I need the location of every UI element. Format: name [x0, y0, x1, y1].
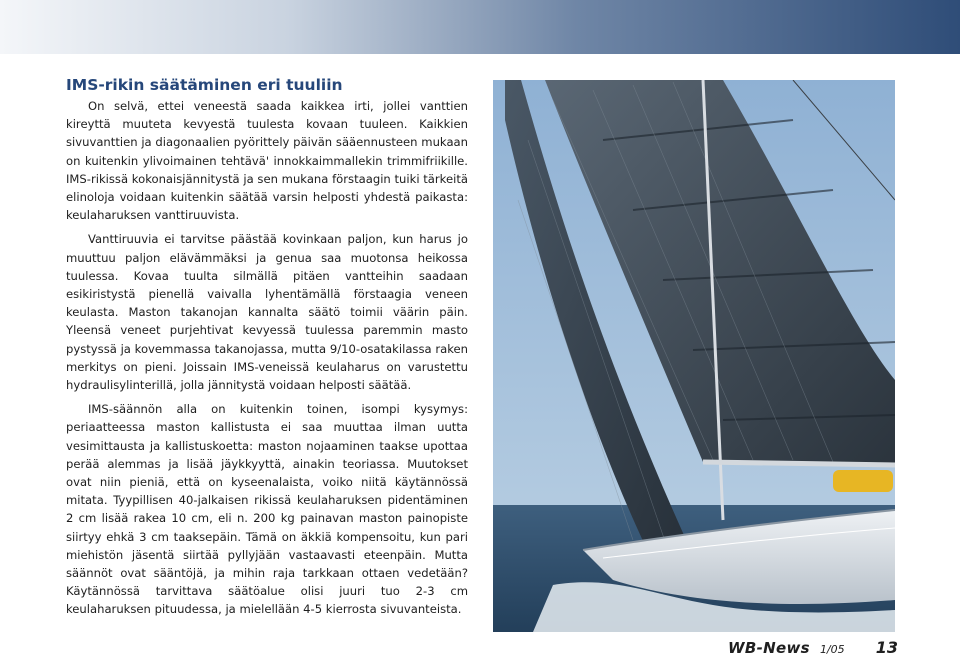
footer-brand: WB-News [728, 639, 810, 657]
paragraph-2: Vanttiruuvia ei tarvitse päästää kovinkaan paljon, kun harus jo muuttuu paljon elävämmäksi ja genua saa muotonsa heikossa tuulessa. Kovaa tuulta silmällä pitäen vantteihin saadaan esikiristystä pienellä vaivalla lyhentämällä förstaagia veneen keulasta. Maston takanojan kannalta säätö toimii väärin päin. Yleensä veneet purjehtivat kevyessä tuulessa paremmin masto pystyssä ja kovemmassa takanojassa, mutta 9/10-osatakilassa raken merkitys on pieni. Joissain IMS-veneissä keulaharus on varustettu hydraulisylinterillä, jolla jännitystä voidaan helposti säätää. [66, 232, 468, 393]
crew-jackets [833, 470, 893, 492]
sailboat-photo [493, 80, 895, 632]
footer-issue: 1/05 [819, 643, 845, 656]
article-body [66, 97, 468, 625]
header-gradient-band [0, 0, 960, 54]
page-number: 13 [875, 638, 898, 657]
boom [703, 462, 895, 465]
article-title: IMS-rikin säätäminen eri tuuliin [66, 76, 343, 94]
page-footer [728, 638, 898, 657]
paragraph-1: On selvä, ettei veneestä saada kaikkea irti, jollei vanttien kireyttä muuteta kevyestä tuulesta kovaan tuuleen. Kaikkien sivuvanttien ja diagonaalien pyörittely päivän sääennusteen mukaan on kuitenkin ylivoimainen tehtävä' innokkaimmallekin trimmifriikille. IMS-rikissä kokonaisjännitystä ja sen mukana förstaagin tuiki tärkeitä elinoloja voidaan kuitenkin säätää varsin helposti yhdestä paikasta: keulaharuksen vanttiruuvista. [66, 99, 468, 223]
paragraph-3: IMS-säännön alla on kuitenkin toinen, isompi kysymys: periaatteessa maston kallistusta ei saa muuttaa ilman uutta vesimittausta ja kallistuskoetta: maston nojaaminen taakse upottaa perää alemmas ja lisää jäykkyyttä, ainakin teoriassa. Muutokset ovat niin pieniä, että on kyseenalaista, voiko niitä käytännössä mitata. Tyypillisen 40-jalkaisen rikissä keulaharuksen pidentäminen 2 cm lisää rakea 10 cm, eli n. 200 kg painavan maston painopiste siirtyy ehkä 3 cm taaksepäin. Tämä on äkkiä kompensoitu, kun pari miehistön jäsentä siirtää pyllyjään vastaavasti eteenpäin. Mutta säännöt ovat sääntöjä, ja mihin raja tarkkaan ottaen vedetään? Käytännössä tarvittava säätöalue olisi juuri tuo 2-3 cm keulaharuksen pituudessa, ja mielellään 4-5 kierrosta sivuvanteista. [66, 402, 468, 617]
